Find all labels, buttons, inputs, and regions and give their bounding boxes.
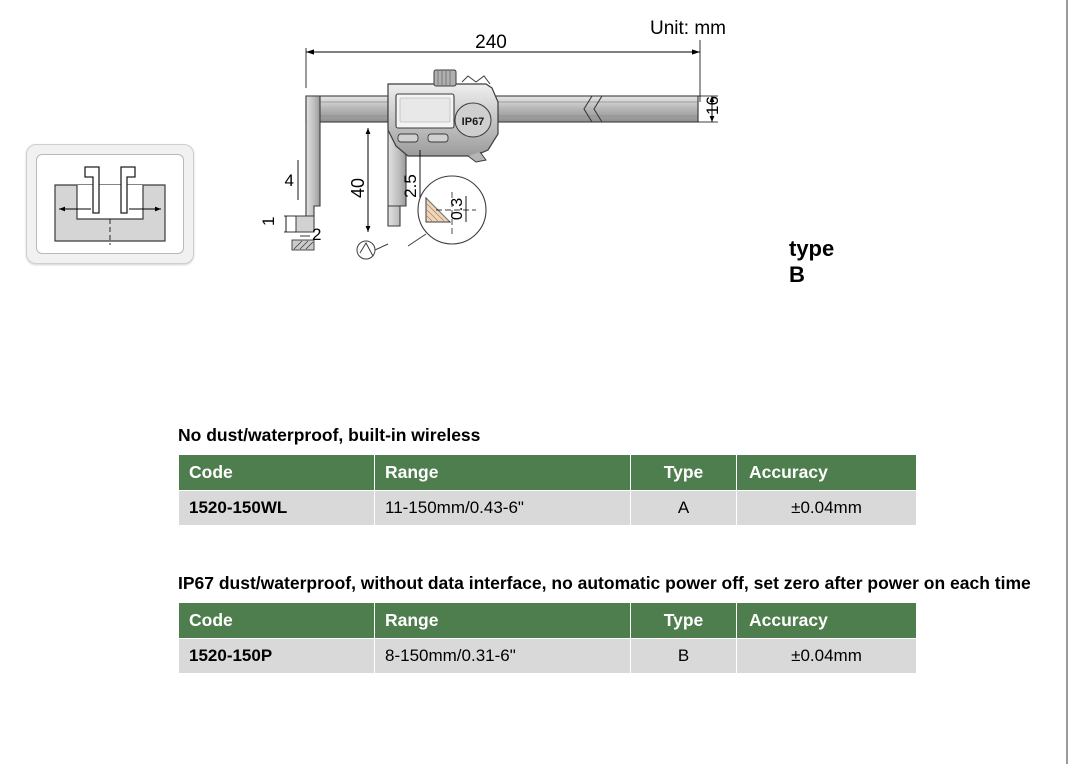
cell-code: 1520-150P <box>179 639 375 674</box>
section-2-title: IP67 dust/waterproof, without data interface, no automatic power off, set zero after power on each time <box>178 573 1031 593</box>
cell-range: 11-150mm/0.43-6" <box>375 491 631 526</box>
cell-type: A <box>631 491 737 526</box>
svg-text:2.5: 2.5 <box>401 174 420 198</box>
table-row <box>179 491 917 526</box>
inset-drawing <box>36 154 184 254</box>
svg-text:1: 1 <box>259 216 278 226</box>
spec-table-2 <box>178 602 917 674</box>
column-header-accuracy: Accuracy <box>737 455 917 491</box>
svg-text:2: 2 <box>312 225 322 244</box>
column-header-type: Type <box>631 603 737 639</box>
svg-text:40: 40 <box>348 177 368 199</box>
column-header-accuracy: Accuracy <box>737 603 917 639</box>
column-header-range: Range <box>375 603 631 639</box>
svg-text:0.3: 0.3 <box>449 197 466 221</box>
table-header-row <box>179 455 917 491</box>
inset-thumbnail <box>26 144 194 264</box>
unit-note: Unit: mm <box>650 18 726 39</box>
section-1-title: No dust/waterproof, built-in wireless <box>178 425 481 445</box>
svg-text:16: 16 <box>703 96 722 115</box>
drawing-type-label: type B <box>789 236 835 287</box>
surface-finish-symbol <box>357 241 388 259</box>
column-header-range: Range <box>375 455 631 491</box>
cell-type: B <box>631 639 737 674</box>
column-header-type: Type <box>631 455 737 491</box>
cell-accuracy: ±0.04mm <box>737 639 917 674</box>
cell-code: 1520-150WL <box>179 491 375 526</box>
cell-range: 8-150mm/0.31-6" <box>375 639 631 674</box>
column-header-code: Code <box>179 603 375 639</box>
cell-accuracy: ±0.04mm <box>737 491 917 526</box>
svg-text:IP67: IP67 <box>461 116 485 128</box>
caliper-drawing <box>240 10 835 287</box>
svg-text:4: 4 <box>284 171 294 190</box>
table-row <box>179 639 917 674</box>
table-header-row <box>179 603 917 639</box>
ip67-badge <box>455 103 491 137</box>
column-header-code: Code <box>179 455 375 491</box>
svg-text:240: 240 <box>475 32 507 53</box>
spec-table-1 <box>178 454 917 526</box>
spec-section-2 <box>178 572 1031 674</box>
spec-section-1 <box>178 424 917 526</box>
caliper-svg <box>240 10 800 280</box>
inset-jaw-diagram <box>37 155 183 253</box>
